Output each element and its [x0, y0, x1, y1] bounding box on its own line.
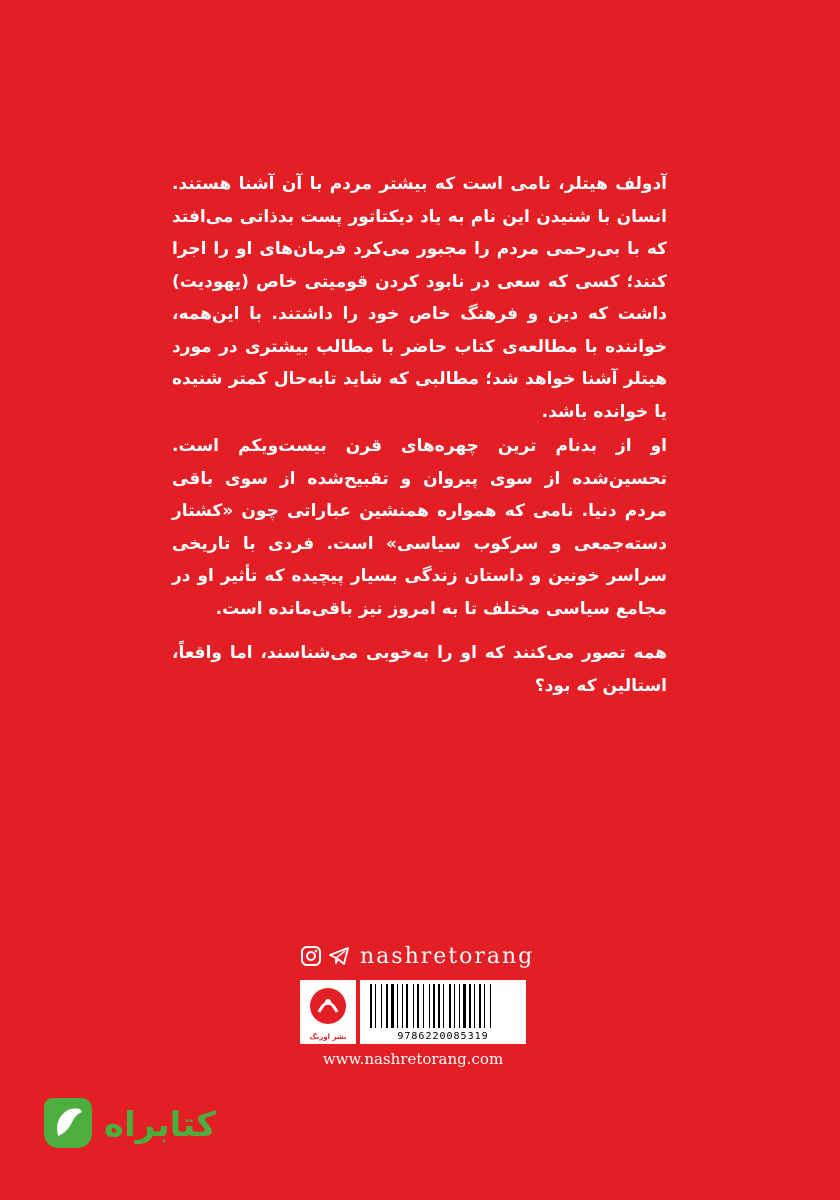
isbn-number: 9786220085319 [397, 1031, 489, 1042]
barcode-bar [370, 984, 372, 1028]
instagram-icon [300, 945, 322, 967]
barcode-bar [484, 984, 485, 1028]
barcode-bar [433, 984, 435, 1028]
barcode-bar [375, 984, 376, 1028]
barcode-bar [417, 984, 419, 1028]
ketabrah-logo-icon [36, 1092, 98, 1158]
blurb-paragraph: آدولف هیتلر، نامی است که بیشتر مردم با آن آشنا هستند. انسان با شنیدن این نام به یاد دیکتاتور پست بدذاتی می‌افتد که با بی‌رحمی مردم را مجبور می‌کرد فرمان‌های او را اجرا کنند؛ کسی که سعی در نابود کردن قومیتی خاص (یهودیت) داشت که دین و فرهنگ خاص خود را داشتند. با این‌همه، خواننده با مطالعه‌ی کتاب حاضر با مطالب بیشتری در مورد هیتلر آشنا خواهد شد؛ مطالبی که شاید تابه‌حال کمتر شنیده یا خوانده باشد. [172, 174, 667, 422]
barcode-bar [479, 984, 481, 1028]
barcode-bar [406, 984, 408, 1028]
barcode-bar [454, 984, 455, 1028]
blurb-paragraph: همه تصور می‌کنند که او را به‌خوبی می‌شناسند، اما واقعاً، استالین که بود؟ [172, 643, 667, 696]
barcode-bar [438, 984, 440, 1028]
barcode-bar [402, 984, 403, 1028]
barcode-bar [449, 984, 451, 1028]
cover-blurb [172, 168, 667, 704]
barcode-bar [381, 984, 382, 1028]
barcode-bar [463, 984, 466, 1028]
barcode-bar [429, 984, 430, 1028]
blurb-paragraph: او از بدنام ترین چهره‌های قرن بیست‌ویکم است. تحسین‌شده از سوی پیروان و تقبیح‌شده از سوی باقی مردم دنیا. نامی که همواره همنشین عباراتی چون «کشتار دسته‌جمعی و سرکوب سیاسی» است. فردی با تاریخی سراسر خونین و داستان زندگی بسیار پیچیده که تأثیر او در مجامع سیاسی مختلف تا به امروز نیز باقی‌مانده است. [172, 436, 667, 619]
barcode-bar [386, 984, 388, 1028]
barcode-bar [474, 984, 475, 1028]
ketabrah-watermark [36, 1090, 216, 1160]
barcode-bars [368, 984, 518, 1028]
barcode-bar [469, 984, 471, 1028]
publisher-emblem-icon [300, 980, 356, 1030]
social-handle: nashretorang [360, 943, 535, 969]
ketabrah-wordmark: کتابراه [104, 1105, 217, 1145]
barcode-bar [459, 984, 460, 1028]
telegram-icon [328, 945, 350, 967]
isbn-barcode [360, 980, 526, 1044]
publisher-logo [300, 980, 356, 1044]
barcode-bar [397, 984, 398, 1028]
publisher-logo-label: نشر اورنگ [309, 1033, 347, 1041]
social-handle-row [300, 938, 534, 974]
barcode-bar [391, 984, 394, 1028]
barcode-bar [413, 984, 414, 1028]
publisher-website: www.nashretorang.com [322, 1050, 504, 1068]
barcode-bar [423, 984, 424, 1028]
barcode-bar [443, 984, 444, 1028]
barcode-bar [490, 984, 491, 1028]
